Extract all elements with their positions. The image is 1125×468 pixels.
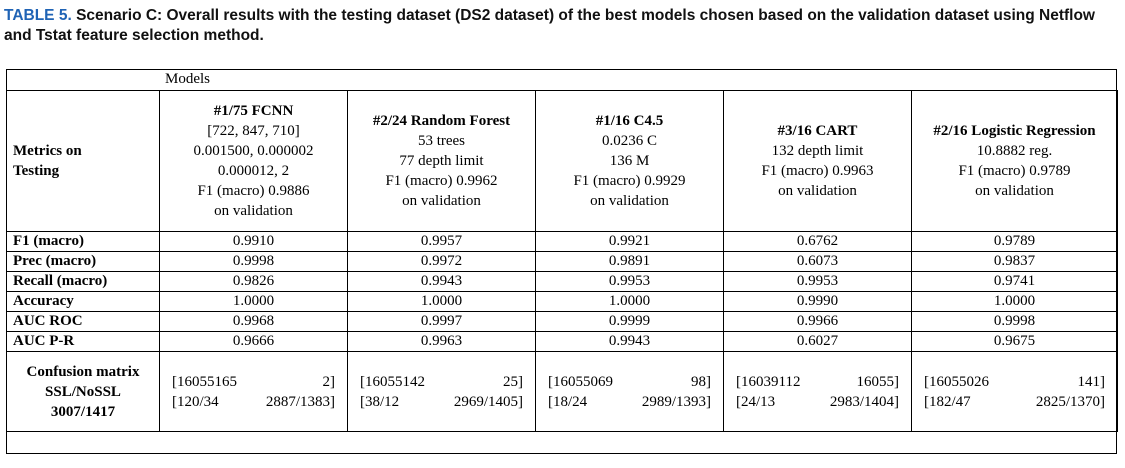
cm-value: 25] [503,373,523,390]
table-row [7,312,1118,332]
model-detail: 132 depth limit [771,143,864,159]
caption-label: TABLE 5. [4,7,72,24]
model-title: #2/24 Random Forest [372,113,511,129]
model-title: #2/16 Logistic Regression [933,123,1096,139]
model-detail: on validation [402,193,481,209]
cm-value: [16055142 [360,373,425,390]
metric-name: AUC ROC [7,312,160,332]
metric-value: 0.9968 [160,312,348,332]
metric-value: 0.9953 [536,272,724,292]
confusion-label-line: 3007/1417 [50,403,116,420]
metric-name: Recall (macro) [7,272,160,292]
metric-value: 0.9910 [160,232,348,252]
metric-value: 0.9966 [724,312,912,332]
table-row [7,232,1118,252]
metric-value: 0.9891 [536,252,724,272]
metric-name: F1 (macro) [7,232,160,252]
metric-value: 1.0000 [348,292,536,312]
metric-value: 0.9990 [724,292,912,312]
cm-value: [24/13 [736,393,776,410]
confusion-cell [348,352,536,432]
confusion-label-line: SSL/NoSSL [45,383,121,400]
cm-value: [16039112 [736,373,801,390]
metric-value: 0.9789 [912,232,1118,252]
metric-value: 0.9999 [536,312,724,332]
cm-value: 141] [1077,373,1105,390]
confusion-row [7,352,1118,432]
metric-value: 0.9953 [724,272,912,292]
table-row [7,272,1118,292]
table-caption [4,6,1119,46]
model-detail: on validation [214,203,293,219]
metric-value: 0.9943 [348,272,536,292]
confusion-cell [160,352,348,432]
metric-value: 0.9943 [536,332,724,352]
confusion-label-line: Confusion matrix [26,363,140,380]
metric-value: 0.9998 [912,312,1118,332]
cm-value: [182/47 [924,393,971,410]
metric-value: 0.9921 [536,232,724,252]
model-title: #3/16 CART [777,123,858,139]
metrics-header-text: Metrics on Testing [13,143,82,179]
confusion-cell [912,352,1118,432]
metric-value: 0.9957 [348,232,536,252]
metric-name: Accuracy [7,292,160,312]
cm-value: [16055026 [924,373,989,390]
metric-value: 0.9826 [160,272,348,292]
metric-value: 1.0000 [160,292,348,312]
cm-value: 98] [691,373,711,390]
model-detail: F1 (macro) 0.9789 [958,163,1071,179]
cm-value: 2825/1370] [1035,393,1105,410]
cm-value: 2887/1383] [265,393,335,410]
model-detail: F1 (macro) 0.9886 [197,183,310,199]
model-detail: on validation [590,193,669,209]
model-detail: 136 M [609,153,650,169]
metric-value: 0.9666 [160,332,348,352]
model-title: #1/75 FCNN [213,103,294,119]
cm-value: 16055] [856,373,899,390]
header-row [7,91,1118,232]
model-detail: 10.8882 reg. [976,143,1053,159]
cm-value: 2] [322,373,335,390]
metric-name: Prec (macro) [7,252,160,272]
cm-value: [120/34 [172,393,219,410]
model-detail: 53 trees [417,133,466,149]
table-row [7,332,1118,352]
metric-value: 0.9997 [348,312,536,332]
model-detail: 0.001500, 0.000002 [193,143,314,159]
model-header [536,91,724,232]
table-row [7,252,1118,272]
metric-value: 0.9963 [348,332,536,352]
cm-value: 2983/1404] [829,393,899,410]
cm-value: [16055069 [548,373,613,390]
cm-value: [18/24 [548,393,588,410]
confusion-cell [724,352,912,432]
metric-name: AUC P-R [7,332,160,352]
confusion-cell [536,352,724,432]
model-detail: F1 (macro) 0.9962 [385,173,498,189]
metric-value: 0.9972 [348,252,536,272]
metric-value: 0.9837 [912,252,1118,272]
model-detail: F1 (macro) 0.9963 [761,163,874,179]
metrics-header [7,91,160,232]
results-table [6,90,1118,432]
model-header [912,91,1118,232]
metric-value: 0.9741 [912,272,1118,292]
caption-text: Scenario C: Overall results with the testing dataset (DS2 dataset) of the best models chosen based on the validation dataset using Netflow and Tstat feature selection method. [4,7,1095,44]
cm-value: [38/12 [360,393,400,410]
cm-value: [16055165 [172,373,237,390]
metric-value: 0.9675 [912,332,1118,352]
metric-value: 0.6027 [724,332,912,352]
model-detail: on validation [975,183,1054,199]
model-detail: on validation [778,183,857,199]
model-header [724,91,912,232]
model-detail: [722, 847, 710] [207,123,300,139]
model-detail: 0.0236 C [601,133,657,149]
model-title: #1/16 C4.5 [595,113,664,129]
metric-value: 0.9998 [160,252,348,272]
model-detail: F1 (macro) 0.9929 [573,173,686,189]
table-row [7,292,1118,312]
metric-value: 1.0000 [536,292,724,312]
cm-value: 2969/1405] [453,393,523,410]
metric-value: 1.0000 [912,292,1118,312]
model-header [160,91,348,232]
metric-value: 0.6073 [724,252,912,272]
model-detail: 0.000012, 2 [217,163,290,179]
model-detail: 77 depth limit [399,153,484,169]
confusion-label [7,352,160,432]
cm-value: 2989/1393] [641,393,711,410]
models-label: Models [165,71,210,87]
model-header [348,91,536,232]
metric-value: 0.6762 [724,232,912,252]
